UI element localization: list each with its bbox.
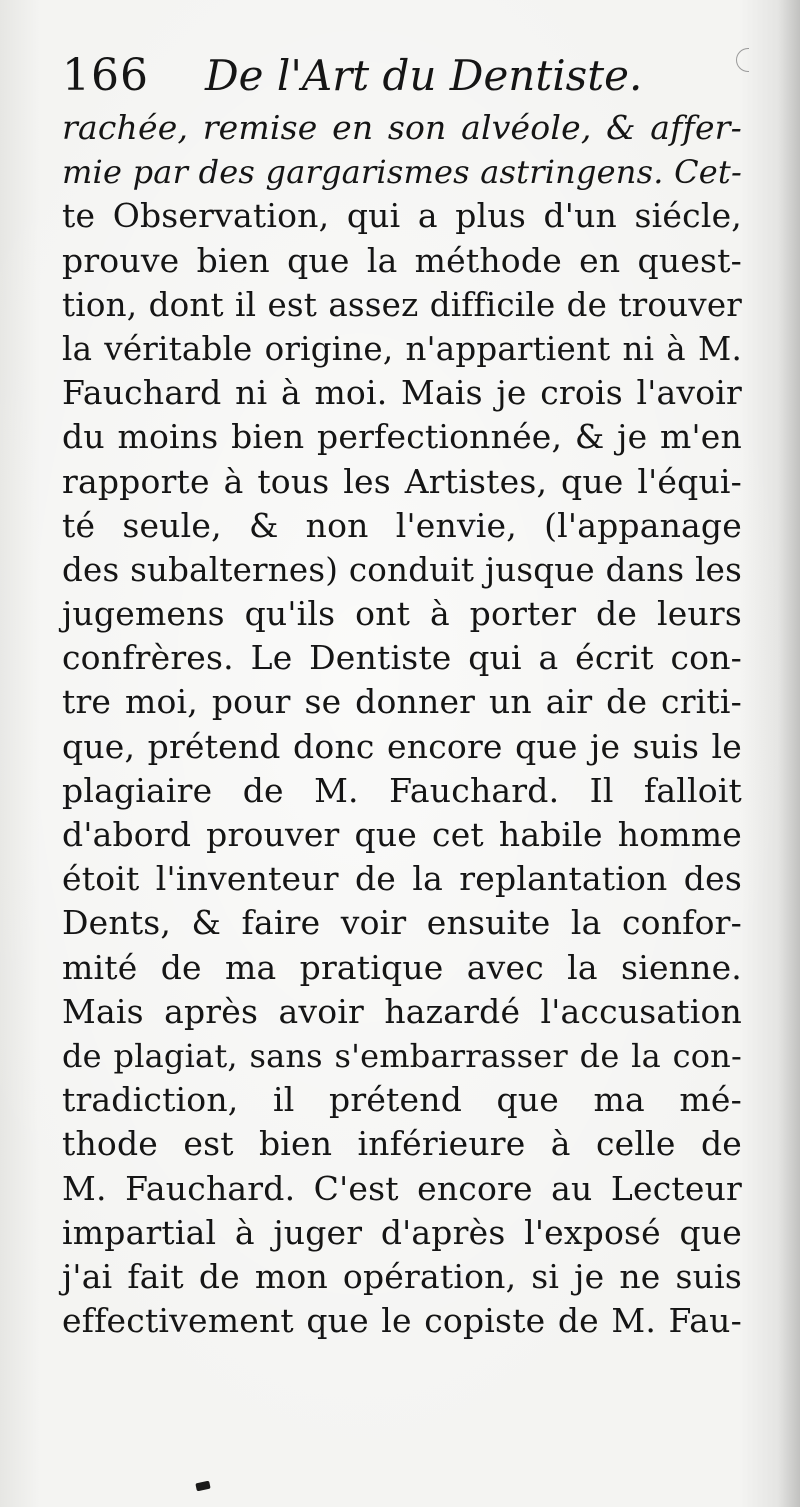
text-line: té seule, & non l'envie, (l'appanage	[62, 505, 742, 545]
text-line: Dents, & faire voir ensuite la confor-	[62, 903, 742, 943]
text-line: te Observation, qui a plus d'un siécle,	[62, 196, 742, 236]
page-header	[62, 46, 752, 106]
body-text	[62, 106, 742, 1343]
text-line: mité de ma pratique avec la sienne.	[62, 947, 742, 987]
text-line: tradiction, il prétend que ma mé-	[62, 1080, 742, 1120]
text-line: la véritable origine, n'appartient ni à M.	[62, 329, 742, 368]
page-number: 166	[62, 50, 149, 101]
text-line: Fauchard ni à moi. Mais je crois l'avoir	[62, 373, 742, 413]
text-line: du moins bien perfectionnée, & je m'en	[62, 417, 742, 457]
text-line: effectivement que le copiste de M. Fau-	[62, 1301, 742, 1341]
text-line: rachée, remise en son alvéole, & affer-	[62, 108, 742, 147]
text-line: confrères. Le Dentiste qui a écrit con-	[62, 638, 742, 678]
text-line: mie par des gargarismes astringens. Cet-	[62, 153, 742, 192]
text-line: plagiaire de M. Fauchard. Il falloit	[62, 770, 742, 810]
text-line: tre moi, pour se donner un air de criti-	[62, 682, 742, 722]
text-line: j'ai fait de mon opération, si je ne suis	[62, 1256, 742, 1296]
ink-blot	[195, 1481, 210, 1492]
text-line: M. Fauchard. C'est encore au Lecteur	[62, 1168, 742, 1208]
text-line: de plagiat, sans s'embarrasser de la con-	[62, 1036, 742, 1075]
text-line: Mais après avoir hazardé l'accusation	[62, 991, 742, 1031]
text-line: des subalternes) conduit jusque dans les	[62, 550, 742, 589]
page-gutter-shadow	[778, 0, 800, 1507]
text-line: rapporte à tous les Artistes, que l'équi-	[62, 461, 742, 501]
text-line: que, prétend donc encore que je suis le	[62, 726, 742, 766]
text-line: impartial à juger d'après l'exposé que	[62, 1212, 742, 1252]
text-line: thode est bien inférieure à celle de	[62, 1124, 742, 1164]
text-line: d'abord prouver que cet habile homme	[62, 815, 742, 854]
text-line: étoit l'inventeur de la replantation des	[62, 859, 742, 899]
text-line: jugemens qu'ils ont à porter de leurs	[62, 594, 742, 634]
text-line: tion, dont il est assez difficile de trouver	[62, 285, 742, 324]
text-line: prouve bien que la méthode en quest-	[62, 240, 742, 280]
running-head: De l'Art du Dentiste.	[205, 51, 643, 100]
